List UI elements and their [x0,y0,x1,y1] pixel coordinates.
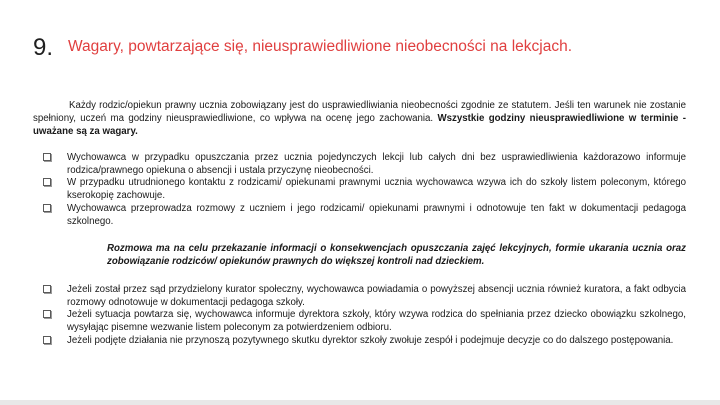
checkbox-bullet-icon [43,153,51,161]
list-item-text: Wychowawca w przypadku opuszczania przez ucznia pojedynczych lekcji lub całych dni bez usprawiedliwienia każdorazowo informuje rodzica/prawnego opiekuna o absencji i ustala przyczynę nieobecności. [67,152,686,176]
list-item-text: Wychowawca przeprowadza rozmowy z uczniem i jego rodzicami/ opiekunami prawnymi i odnotowuje ten fakt w dokumentacji pedagoga szkolnego. [67,202,686,227]
highlight-note: Rozmowa ma na celu przekazanie informacji o konsekwencjach opuszczania zajęć lekcyjnych, formie ukarania ucznia oraz zobowiązanie rodziców/ opiekunów prawnych do większej kontroli nad dzieckiem. [107,243,686,267]
bullet-list-first [43,152,686,228]
slide-bottom-bar [0,400,720,405]
section-heading [33,34,688,61]
checkbox-bullet-icon [43,336,51,344]
section-number: 9. [33,34,54,61]
list-item-text: Jeżeli sytuacja powtarza się, wychowawca informuje dyrektora szkoły, który wzywa rodzica do spełniania przez dziecko obowiązku szkolnego, wysyłając pisemne wezwanie listem poleconym za potwierdzeniem odbioru. [67,309,686,334]
checkbox-bullet-icon [43,285,51,293]
checkbox-bullet-icon [43,178,51,186]
list-item-text: Jeżeli został przez sąd przydzielony kurator społeczny, wychowawca powiadamia o powyższej absencji ucznia również kuratora, a fakt odbycia rozmowy odnotowuje w dokumentacji pedagoga szkoły. [67,284,686,308]
intro-bold-text: Wszystkie godziny nieusprawiedliwione w terminie - uważane są za wagary. [33,113,686,137]
section-title: Wagary, powtarzające się, nieusprawiedliwione nieobecności na lekcjach. [68,38,573,55]
list-item [43,152,686,177]
list-item [43,284,686,309]
intro-paragraph [33,99,686,138]
list-item [43,203,686,228]
list-item-text: W przypadku utrudnionego kontaktu z rodzicami/ opiekunami prawnymi ucznia wychowawca wzywa ich do szkoły listem poleconym, którego kserokopię zachowuje. [67,177,686,202]
checkbox-bullet-icon [43,204,51,212]
intro-text: Każdy rodzic/opiekun prawny ucznia zobowiązany jest do usprawiedliwiania nieobecności zgodnie ze statutem. Jeśli ten warunek nie zostanie spełniony, uczeń ma godziny nieusprawiedliwione, co wpływa na ocenę jego zachowania. [33,100,686,124]
list-item-text: Jeżeli podjęte działania nie przynoszą pozytywnego skutku dyrektor szkoły zwołuje zespół i podejmuje decyzje co do dalszego postępowania. [67,334,674,346]
list-item [43,309,686,334]
checkbox-bullet-icon [43,310,51,318]
bullet-list-second [43,284,686,348]
list-item [43,335,686,348]
list-item [43,177,686,202]
